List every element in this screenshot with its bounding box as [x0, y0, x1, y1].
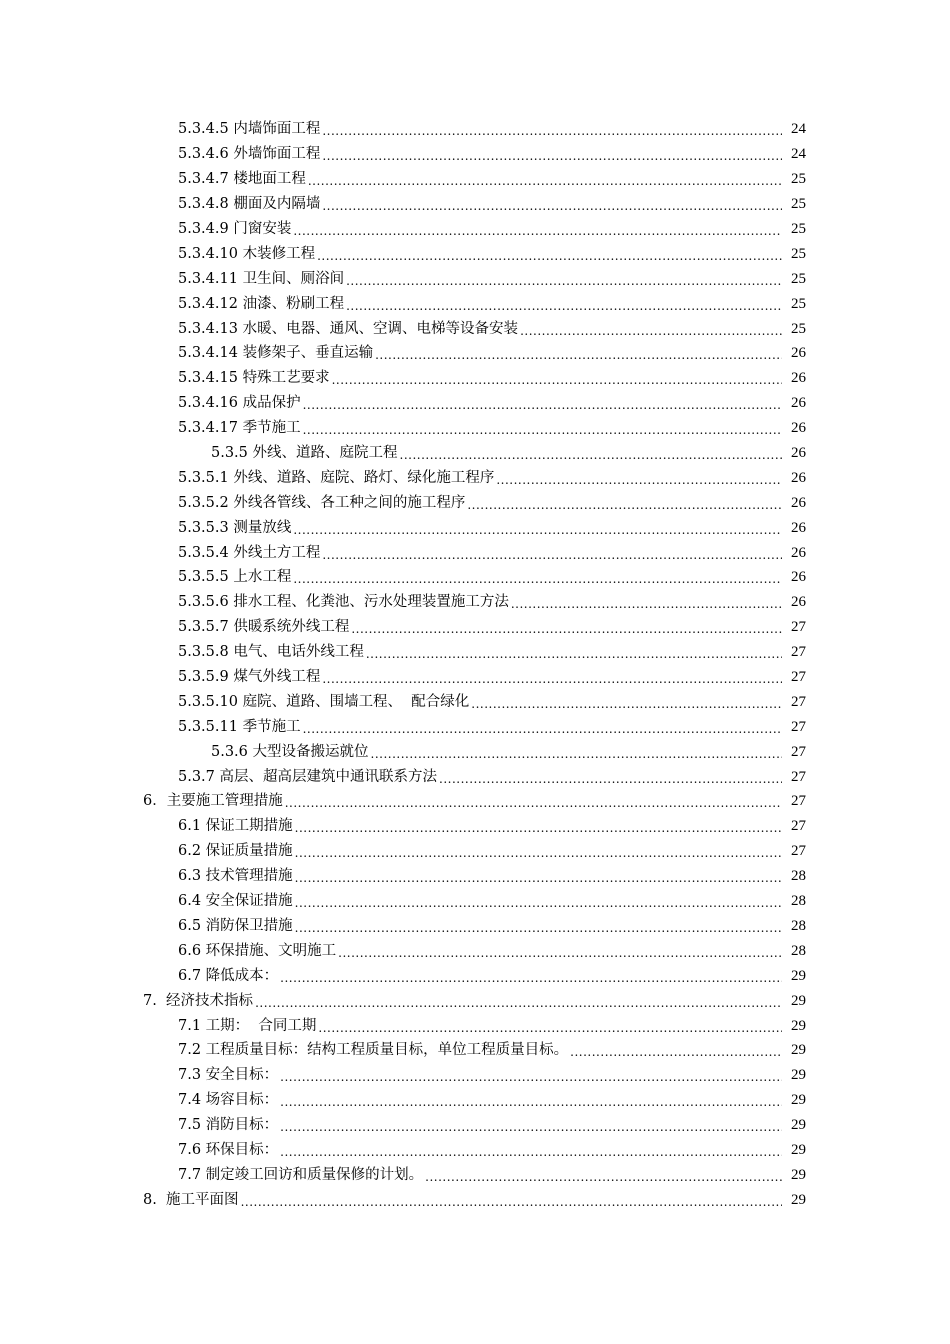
toc-dot-leader — [303, 421, 782, 439]
toc-entry-label: 5.3.4.7 楼地面工程 — [178, 171, 306, 188]
toc-dot-leader — [322, 197, 782, 215]
toc-entry[interactable] — [0, 316, 806, 341]
toc-dot-leader — [293, 222, 782, 240]
toc-entry[interactable] — [0, 1013, 806, 1038]
toc-entry[interactable] — [0, 217, 806, 242]
toc-entry-page-number: 26 — [791, 445, 806, 462]
toc-dot-leader — [467, 496, 782, 514]
toc-entry[interactable] — [0, 889, 806, 914]
toc-entry-label: 5.3.4.5 内墙饰面工程 — [178, 121, 321, 138]
toc-entry[interactable] — [0, 1088, 806, 1113]
toc-entry-label: 5.3.5.1 外线、道路、庭院、路灯、绿化施工程序 — [178, 469, 495, 486]
toc-entry[interactable] — [0, 590, 806, 615]
toc-entry-label: 5.3.4.9 门窗安装 — [178, 221, 292, 237]
toc-entry-page-number: 24 — [791, 121, 806, 138]
toc-dot-leader — [295, 919, 782, 937]
toc-entry[interactable] — [0, 864, 806, 889]
toc-entry-label: 6.2 保证质量措施 — [178, 843, 293, 860]
toc-entry-page-number: 27 — [791, 818, 806, 835]
toc-dot-leader — [496, 471, 782, 489]
toc-entry[interactable] — [0, 714, 806, 739]
toc-dot-leader — [338, 944, 782, 962]
toc-dot-leader — [255, 994, 782, 1012]
toc-entry-page-number: 25 — [791, 245, 806, 262]
toc-entry-label: 5.3.5.10 庭院、道路、围墙工程、 配合绿化 — [178, 693, 470, 710]
toc-entry-page-number: 24 — [791, 146, 806, 163]
toc-entry-label: 5.3.4.8 棚面及内隔墙 — [178, 196, 321, 213]
toc-entry-label: 5.3.5.9 煤气外线工程 — [178, 669, 321, 686]
toc-entry[interactable] — [0, 914, 806, 939]
toc-entry-page-number: 29 — [791, 1191, 806, 1208]
toc-entry[interactable] — [0, 266, 806, 291]
toc-dot-leader — [280, 1068, 782, 1086]
toc-dot-leader — [332, 371, 782, 389]
toc-dot-leader — [317, 247, 782, 265]
toc-entry-label: 7.3 安全目标： — [178, 1067, 279, 1084]
toc-entry[interactable] — [0, 764, 806, 789]
toc-entry-label: 7.4 场容目标： — [178, 1092, 279, 1109]
toc-entry-page-number: 29 — [791, 992, 806, 1009]
toc-entry[interactable] — [0, 739, 806, 764]
toc-entry-label: 6.3 技术管理措施 — [178, 868, 293, 885]
toc-entry[interactable] — [0, 565, 806, 590]
toc-entry-page-number: 26 — [791, 494, 806, 511]
toc-entry-page-number: 26 — [791, 370, 806, 387]
toc-entry-page-number: 25 — [791, 196, 806, 213]
toc-entry[interactable] — [0, 1113, 806, 1138]
toc-dot-leader — [570, 1043, 782, 1061]
toc-entry[interactable] — [0, 540, 806, 565]
table-of-contents — [0, 117, 950, 1212]
toc-entry[interactable] — [0, 167, 806, 192]
toc-entry[interactable] — [0, 1038, 806, 1063]
toc-entry-label: 5.3.4.15 特殊工艺要求 — [178, 370, 330, 387]
toc-entry[interactable] — [0, 839, 806, 864]
toc-entry-page-number: 29 — [791, 967, 806, 984]
toc-entry-label: 5.3.4.14 装修架子、垂直运输 — [178, 345, 374, 362]
toc-entry-label: 5.3.4.17 季节施工 — [178, 420, 301, 437]
toc-entry-label: 6.7 降低成本： — [178, 967, 279, 984]
toc-dot-leader — [366, 645, 782, 663]
toc-entry-label: 5.3.5.6 排水工程、化粪池、污水处理装置施工方法 — [178, 594, 509, 611]
toc-dot-leader — [295, 844, 782, 862]
toc-dot-leader — [295, 894, 782, 912]
toc-entry-page-number: 25 — [791, 320, 806, 337]
toc-entry-label: 5.3.5.5 上水工程 — [178, 569, 292, 586]
toc-entry[interactable] — [0, 515, 806, 540]
toc-dot-leader — [371, 745, 782, 763]
toc-entry-page-number: 25 — [791, 221, 806, 237]
toc-dot-leader — [322, 546, 782, 564]
toc-dot-leader — [280, 969, 782, 987]
toc-entry-label: 5.3.5 外线、道路、庭院工程 — [211, 445, 398, 462]
toc-entry-label: 6.1 保证工期措施 — [178, 818, 293, 835]
toc-entry-label: 5.3.4.10 木装修工程 — [178, 245, 316, 262]
toc-dot-leader — [322, 670, 782, 688]
toc-dot-leader — [322, 122, 782, 140]
toc-entry-page-number: 28 — [791, 893, 806, 910]
toc-entry-page-number: 26 — [791, 420, 806, 437]
toc-dot-leader — [346, 272, 782, 290]
toc-entry-label: 5.3.4.11 卫生间、厕浴间 — [178, 270, 345, 287]
toc-dot-leader — [471, 695, 782, 713]
toc-entry-page-number: 26 — [791, 544, 806, 561]
toc-dot-leader — [280, 1118, 782, 1136]
toc-entry-page-number: 27 — [791, 718, 806, 735]
toc-dot-leader — [400, 446, 782, 464]
toc-entry[interactable] — [0, 416, 806, 441]
toc-dot-leader — [318, 1019, 782, 1037]
toc-entry-label: 5.3.5.7 供暖系统外线工程 — [178, 619, 350, 636]
toc-entry[interactable] — [0, 1162, 806, 1187]
toc-dot-leader — [241, 1193, 782, 1211]
toc-entry-label: 6.6 环保措施、文明施工 — [178, 942, 337, 959]
toc-entry-page-number: 29 — [791, 1166, 806, 1183]
toc-entry[interactable] — [0, 789, 806, 814]
toc-entry-page-number: 27 — [791, 768, 806, 785]
toc-entry-label: 5.3.5.8 电气、电话外线工程 — [178, 644, 364, 661]
toc-entry-label: 5.3.7 高层、超高层建筑中通讯联系方法 — [178, 768, 438, 785]
toc-dot-leader — [520, 322, 782, 340]
toc-entry-page-number: 27 — [791, 793, 806, 810]
toc-entry-label: 7.1 工期： 合同工期 — [178, 1017, 317, 1034]
toc-entry-page-number: 25 — [791, 270, 806, 287]
toc-entry[interactable] — [0, 490, 806, 515]
toc-entry-label: 7. 经济技术指标 — [143, 992, 254, 1009]
toc-entry[interactable] — [0, 291, 806, 316]
toc-entry-page-number: 27 — [791, 743, 806, 760]
toc-entry[interactable] — [0, 615, 806, 640]
toc-entry-page-number: 27 — [791, 669, 806, 686]
toc-dot-leader — [351, 620, 782, 638]
toc-entry[interactable] — [0, 391, 806, 416]
toc-entry[interactable] — [0, 1138, 806, 1163]
toc-dot-leader — [295, 869, 782, 887]
toc-entry[interactable] — [0, 366, 806, 391]
toc-dot-leader — [295, 819, 782, 837]
toc-entry-page-number: 29 — [791, 1117, 806, 1134]
toc-entry[interactable] — [0, 142, 806, 167]
toc-entry-label: 7.6 环保目标： — [178, 1141, 279, 1158]
toc-entry[interactable] — [0, 441, 806, 466]
toc-entry-label: 5.3.4.13 水暖、电器、通风、空调、电梯等设备安装 — [178, 320, 519, 337]
toc-dot-leader — [280, 1093, 782, 1111]
toc-dot-leader — [303, 720, 782, 738]
toc-entry-page-number: 29 — [791, 1092, 806, 1109]
toc-dot-leader — [511, 595, 782, 613]
toc-entry[interactable] — [0, 341, 806, 366]
toc-entry[interactable] — [0, 814, 806, 839]
toc-entry-label: 5.3.4.6 外墙饰面工程 — [178, 146, 321, 163]
toc-entry-label: 5.3.5.2 外线各管线、各工种之间的施工程序 — [178, 494, 466, 511]
toc-dot-leader — [439, 770, 782, 788]
toc-entry[interactable] — [0, 1187, 806, 1212]
toc-entry-page-number: 29 — [791, 1042, 806, 1059]
toc-entry-page-number: 26 — [791, 469, 806, 486]
toc-entry[interactable] — [0, 117, 806, 142]
toc-dot-leader — [293, 570, 782, 588]
toc-dot-leader — [425, 1168, 782, 1186]
toc-entry-page-number: 29 — [791, 1017, 806, 1034]
toc-entry-page-number: 27 — [791, 619, 806, 636]
toc-entry-label: 8. 施工平面图 — [143, 1191, 239, 1208]
toc-entry-page-number: 27 — [791, 693, 806, 710]
toc-dot-leader — [322, 147, 782, 165]
toc-entry[interactable] — [0, 689, 806, 714]
toc-entry-label: 5.3.5.3 测量放线 — [178, 519, 292, 536]
toc-dot-leader — [285, 794, 782, 812]
toc-entry-page-number: 28 — [791, 917, 806, 934]
toc-entry-page-number: 28 — [791, 942, 806, 959]
toc-entry-page-number: 26 — [791, 395, 806, 412]
toc-dot-leader — [303, 396, 782, 414]
toc-entry-page-number: 26 — [791, 569, 806, 586]
toc-entry-label: 7.7 制定竣工回访和质量保修的计划。 — [178, 1166, 424, 1183]
toc-entry-page-number: 26 — [791, 345, 806, 362]
toc-entry-label: 7.2 工程质量目标：结构工程质量目标，单位工程质量目标。 — [178, 1042, 569, 1059]
toc-entry-page-number: 26 — [791, 594, 806, 611]
toc-dot-leader — [280, 1143, 782, 1161]
toc-entry[interactable] — [0, 938, 806, 963]
toc-dot-leader — [346, 297, 782, 315]
toc-entry[interactable] — [0, 465, 806, 490]
toc-entry-label: 6．主要施工管理措施 — [143, 793, 283, 810]
toc-entry-page-number: 25 — [791, 295, 806, 312]
toc-entry-page-number: 27 — [791, 644, 806, 661]
toc-entry-page-number: 29 — [791, 1141, 806, 1158]
toc-dot-leader — [308, 172, 782, 190]
toc-entry-label: 6.5 消防保卫措施 — [178, 917, 293, 934]
toc-entry[interactable] — [0, 241, 806, 266]
toc-entry-label: 5.3.5.11 季节施工 — [178, 718, 301, 735]
toc-entry-page-number: 28 — [791, 868, 806, 885]
toc-entry-label: 5.3.4.16 成品保护 — [178, 395, 301, 412]
toc-entry-label: 5.3.5.4 外线土方工程 — [178, 544, 321, 561]
toc-dot-leader — [375, 346, 782, 364]
toc-entry-label: 5.3.6 大型设备搬运就位 — [211, 743, 369, 760]
toc-entry[interactable] — [0, 1063, 806, 1088]
toc-entry-page-number: 29 — [791, 1067, 806, 1084]
toc-entry[interactable] — [0, 963, 806, 988]
toc-entry[interactable] — [0, 192, 806, 217]
toc-entry-label: 5.3.4.12 油漆、粉刷工程 — [178, 295, 345, 312]
toc-entry[interactable] — [0, 988, 806, 1013]
toc-dot-leader — [293, 521, 782, 539]
toc-entry-page-number: 26 — [791, 519, 806, 536]
toc-entry-page-number: 27 — [791, 843, 806, 860]
toc-entry-label: 7.5 消防目标： — [178, 1117, 279, 1134]
toc-entry-label: 6.4 安全保证措施 — [178, 893, 293, 910]
toc-entry[interactable] — [0, 665, 806, 690]
toc-entry-page-number: 25 — [791, 171, 806, 188]
toc-entry[interactable] — [0, 640, 806, 665]
